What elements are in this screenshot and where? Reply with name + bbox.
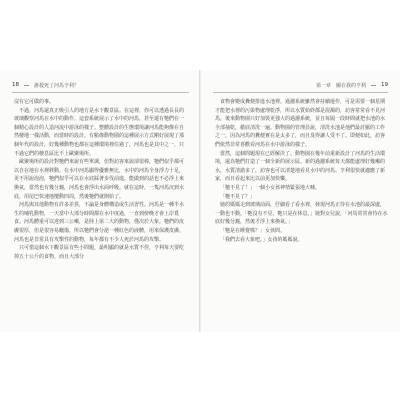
paragraph: 沒有它可做的事。: [14, 99, 55, 105]
left-page: [0, 70, 199, 332]
left-page-header: [12, 80, 79, 90]
left-page-number: 18: [12, 82, 19, 88]
paragraph: 「牠不見了！」一個小女孩神情緊張地大喊。: [220, 184, 321, 191]
header-rule: [213, 92, 388, 93]
paragraph: 河馬與其他動物有許多差異，不論是身體構造或生活習性。河馬是一種半水生的哺乳動物，一天當中大部分時間都在水中度過，一直到傍晚才會上岸覓食。河馬體重可以達到三公噸，是陸上第二大的動物，僅次於大象。牠們的皮膚很厚，但是很容易曬傷，所以牠們會分泌一種紅色的液體，用來保護皮膚。河馬也是非常具有攻擊性的動物，每年都有不少人死於河馬的攻擊。: [14, 202, 185, 243]
paragraph: 她的媽媽走到玻璃前面，仔細看了看水裡，發現河馬正待在水池的最深處，一動也不動。「牠沒有不見，牠只是在休息。」她對女兒說，「河馬常常會待在水底好幾分鐘，然後才浮上來換氣。」: [215, 202, 388, 226]
chapter-title: 關在我的亨利: [335, 82, 366, 89]
header-separator: [371, 85, 376, 86]
header-rule: [12, 92, 189, 93]
right-page-header: [316, 80, 388, 90]
chapter-label: 第一章: [315, 82, 331, 89]
left-page-body: [14, 98, 187, 261]
right-page-body: [215, 98, 388, 244]
right-page: [201, 70, 400, 332]
paragraph: 只可惜這個水下觀景區有些小問題，最明顯的就是水質不佳，亨利每天要吃掉五十公斤的食物，而且大部分: [14, 245, 185, 260]
paragraph: 不過，河馬還真正吸引人的地方是水下觀景區。在這裡，你可以透過長長的玻璃觀察河馬在水中的動作。這套系統展示了水中的河馬，甚至還有牠們在一個精心設計的人造河流中游泳的樣子。整體設計的生態環境讓河馬能夠像在自然棲地一樣活動，而當時的設計，有點像動物園的這種展示方式剛好展現了那個年代的設計，好幾種動物也都在這種環境裡住過了，河馬也是其中之一，只不過它們的棲息區比不上歐聚場所。: [14, 107, 185, 157]
paragraph: 當然，這個問題現在已經解決了。動物園在幾年前重新設計了河馬的生活環境，還為牠們打造了一個全新的展示區。新的過濾系統每天都能處理好幾噸的水，水質清澈多了，訪客也可以清楚地看見水中的河馬。亨利很快就適應了新家，而且看起來比以前更加快樂。: [215, 150, 386, 183]
paragraph: 「牠是在睡覺嗎？」女孩問。: [220, 227, 286, 234]
paragraph: 「我們去看大象吧。」女孩的媽媽說。: [220, 236, 303, 243]
right-page-number: 19: [381, 82, 388, 88]
paragraph: 食物會變成糞便排進水池裡。過濾系統雖然會持續運作，可是需要一個星期才能把水裡的污染物處理乾淨，所以水質始終都是混濁的，訪客常常看不見河馬。後來動物園只好加裝更強大的過濾系統，並且每隔一段時間就把水池的水全部抽乾，徹底清洗一遍。動物園的管理員說，清洗水池是他們最討厭的工作之一，因為河馬的糞便實在是太多了，而且臭得讓人受不了。即便如此，訪客們依然非常喜歡看河馬在水中游泳的樣子。: [215, 99, 386, 148]
paragraph: 「牠不見了？」: [220, 193, 256, 200]
paragraph: 歐聚場所的設計對牠們來說有些單調，但對訪客來說卻很棒，牠們似乎都可以自在地在水裡移動。在水中河馬顯得優雅無比，水中的河馬全身浮力十足，更不用說泡泡，牠們似乎可以在水底踩著步伐前進，能做到的話也不必浮上來換氣，當然也有幾分鐘，河馬也會浮出水面呼吸。就在這時，一隻河馬沉到水底，用尾巴快速地攪動四周，然後牠們就開始了。: [14, 159, 185, 200]
book-spread: [0, 70, 400, 332]
header-separator: [24, 85, 29, 86]
running-head: 誰殺死了河馬亨利？: [34, 82, 80, 89]
